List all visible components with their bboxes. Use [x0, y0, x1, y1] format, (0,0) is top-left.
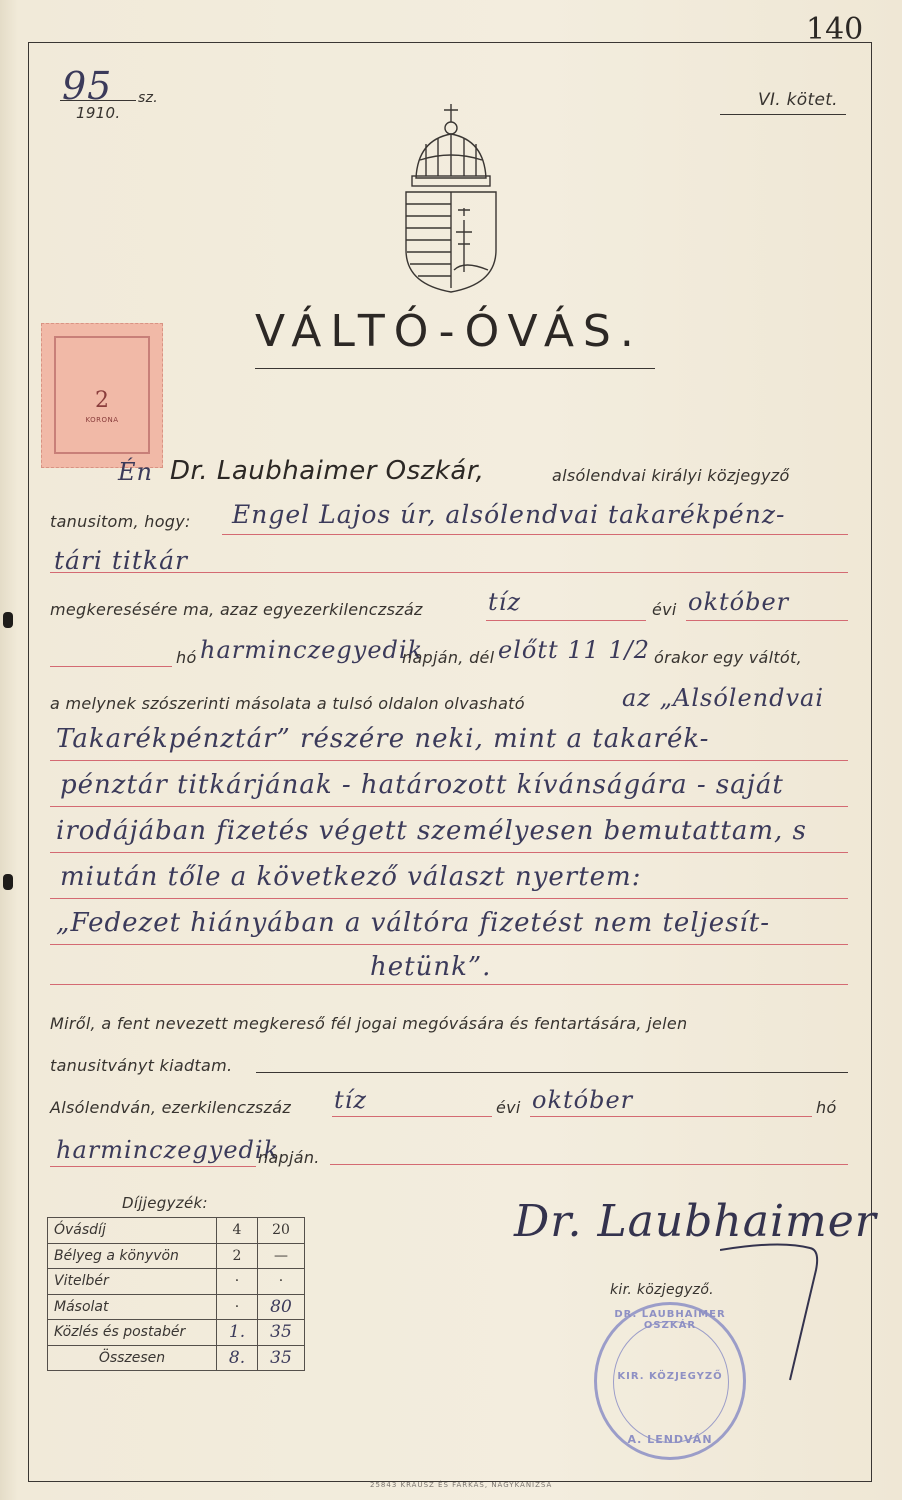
month-suffix: hó: [176, 648, 197, 667]
fee-filler: ·: [258, 1269, 305, 1295]
entry-suffix: sz.: [138, 90, 158, 106]
binding-hole: [3, 874, 13, 890]
day-word: harminczegyedik: [200, 636, 424, 664]
fee-filler: 35: [258, 1320, 305, 1346]
entry-year: 1910.: [76, 104, 121, 122]
fee-korona: 2: [217, 1243, 258, 1269]
time-word: előtt 11 1/2: [498, 636, 651, 664]
hand-line3: pénztár titkárjának - határozott kívánságára - saját: [60, 770, 784, 800]
intro-hand: Én: [118, 458, 153, 486]
fee-label: Másolat: [48, 1294, 217, 1320]
requester-line2: tári titkár: [54, 546, 188, 575]
closing-day-word: harminczegyedik: [56, 1136, 280, 1164]
copy-label: a melynek szószerinti másolata a tulsó oldalon olvasható: [50, 694, 525, 713]
hand-line4: irodájában fizetés végett személyesen bemutattam, s: [56, 816, 807, 846]
time-suffix: órakor egy váltót,: [654, 648, 802, 667]
seal-middle-text: KIR. KÖZJEGYZŐ: [617, 1371, 723, 1382]
closing-line2: tanusitványt kiadtam.: [50, 1056, 233, 1075]
entry-number: 95: [62, 64, 113, 108]
table-row: [48, 1294, 305, 1320]
fee-filler: 80: [258, 1294, 305, 1320]
table-row: [48, 1243, 305, 1269]
hand-line6: „Fedezet hiányában a váltóra fizetést nem teljesít-: [56, 908, 770, 938]
certify-label: tanusitom, hogy:: [50, 512, 191, 531]
closing-month-suffix: hó: [816, 1098, 837, 1117]
request-label: megkeresésére ma, azaz egyezerkilenczszáz: [50, 600, 423, 619]
closing-month: október: [532, 1086, 634, 1114]
fee-total-filler: 35: [258, 1345, 305, 1371]
seal-bottom-text: A. LENDVÁN: [627, 1433, 713, 1446]
stamp-unit: KORONA: [85, 416, 119, 424]
fee-filler: —: [258, 1243, 305, 1269]
table-row: [48, 1218, 305, 1244]
closing-year-word: tíz: [334, 1086, 367, 1114]
document-title: VÁLTÓ-ÓVÁS.: [255, 306, 643, 357]
signature: Dr. Laubhaimer: [514, 1196, 877, 1247]
fees-title: Díjjegyzék:: [122, 1194, 208, 1212]
hand-line5: miután tőle a következő választ nyertem:: [60, 862, 642, 892]
year-suffix: évi: [652, 600, 677, 619]
day-suffix: napján, dél: [402, 648, 495, 667]
notary-title: alsólendvai királyi közjegyző: [552, 466, 790, 485]
fee-korona: ·: [217, 1269, 258, 1295]
fee-label: Óvásdíj: [48, 1218, 217, 1244]
notary-seal: [594, 1302, 746, 1460]
fee-label: Közlés és postabér: [48, 1320, 217, 1346]
fee-label: Bélyeg a könyvön: [48, 1243, 217, 1269]
volume-label: VI. kötet.: [758, 90, 838, 110]
table-row: [48, 1269, 305, 1295]
fees-table: [47, 1217, 305, 1371]
page-number: 140: [806, 12, 864, 47]
place-label: Alsólendván, ezerkilenczszáz: [50, 1098, 292, 1117]
revenue-stamp: [41, 323, 163, 468]
seal-top-text: DR. LAUBHAIMER OSZKÁR: [614, 1309, 726, 1331]
hand-line1: az „Alsólendvai: [622, 684, 825, 712]
fee-total-korona: 8.: [217, 1345, 258, 1371]
coat-of-arms-icon: [398, 100, 504, 296]
table-row: [48, 1345, 305, 1371]
hand-line2: Takarékpénztár” részére neki, mint a takarék-: [56, 724, 710, 754]
fee-korona: 1.: [217, 1320, 258, 1346]
requester-line1: Engel Lajos úr, alsólendvai takarékpénz-: [232, 500, 786, 529]
fee-filler: 20: [258, 1218, 305, 1244]
printer-imprint: 25843 KRAUSZ ÉS FARKAS, NAGYKANIZSA: [370, 1481, 553, 1489]
hand-line7: hetünk”.: [370, 952, 492, 982]
fee-label: Vitelbér: [48, 1269, 217, 1295]
table-row: [48, 1320, 305, 1346]
stamp-value: 2: [95, 388, 109, 413]
notary-name: Dr. Laubhaimer Oszkár,: [170, 456, 485, 486]
year-word: tíz: [488, 588, 521, 616]
fee-korona: 4: [217, 1218, 258, 1244]
closing-line1: Miről, a fent nevezett megkereső fél jogai megóvására és fentartására, jelen: [50, 1014, 688, 1033]
fee-total-label: Összesen: [48, 1345, 217, 1371]
closing-day-suffix: napján.: [258, 1148, 320, 1167]
fee-korona: ·: [217, 1294, 258, 1320]
closing-year-suffix: évi: [496, 1098, 521, 1117]
notary-signature-title: kir. közjegyző.: [610, 1282, 714, 1298]
binding-hole: [3, 612, 13, 628]
month: október: [688, 588, 790, 616]
